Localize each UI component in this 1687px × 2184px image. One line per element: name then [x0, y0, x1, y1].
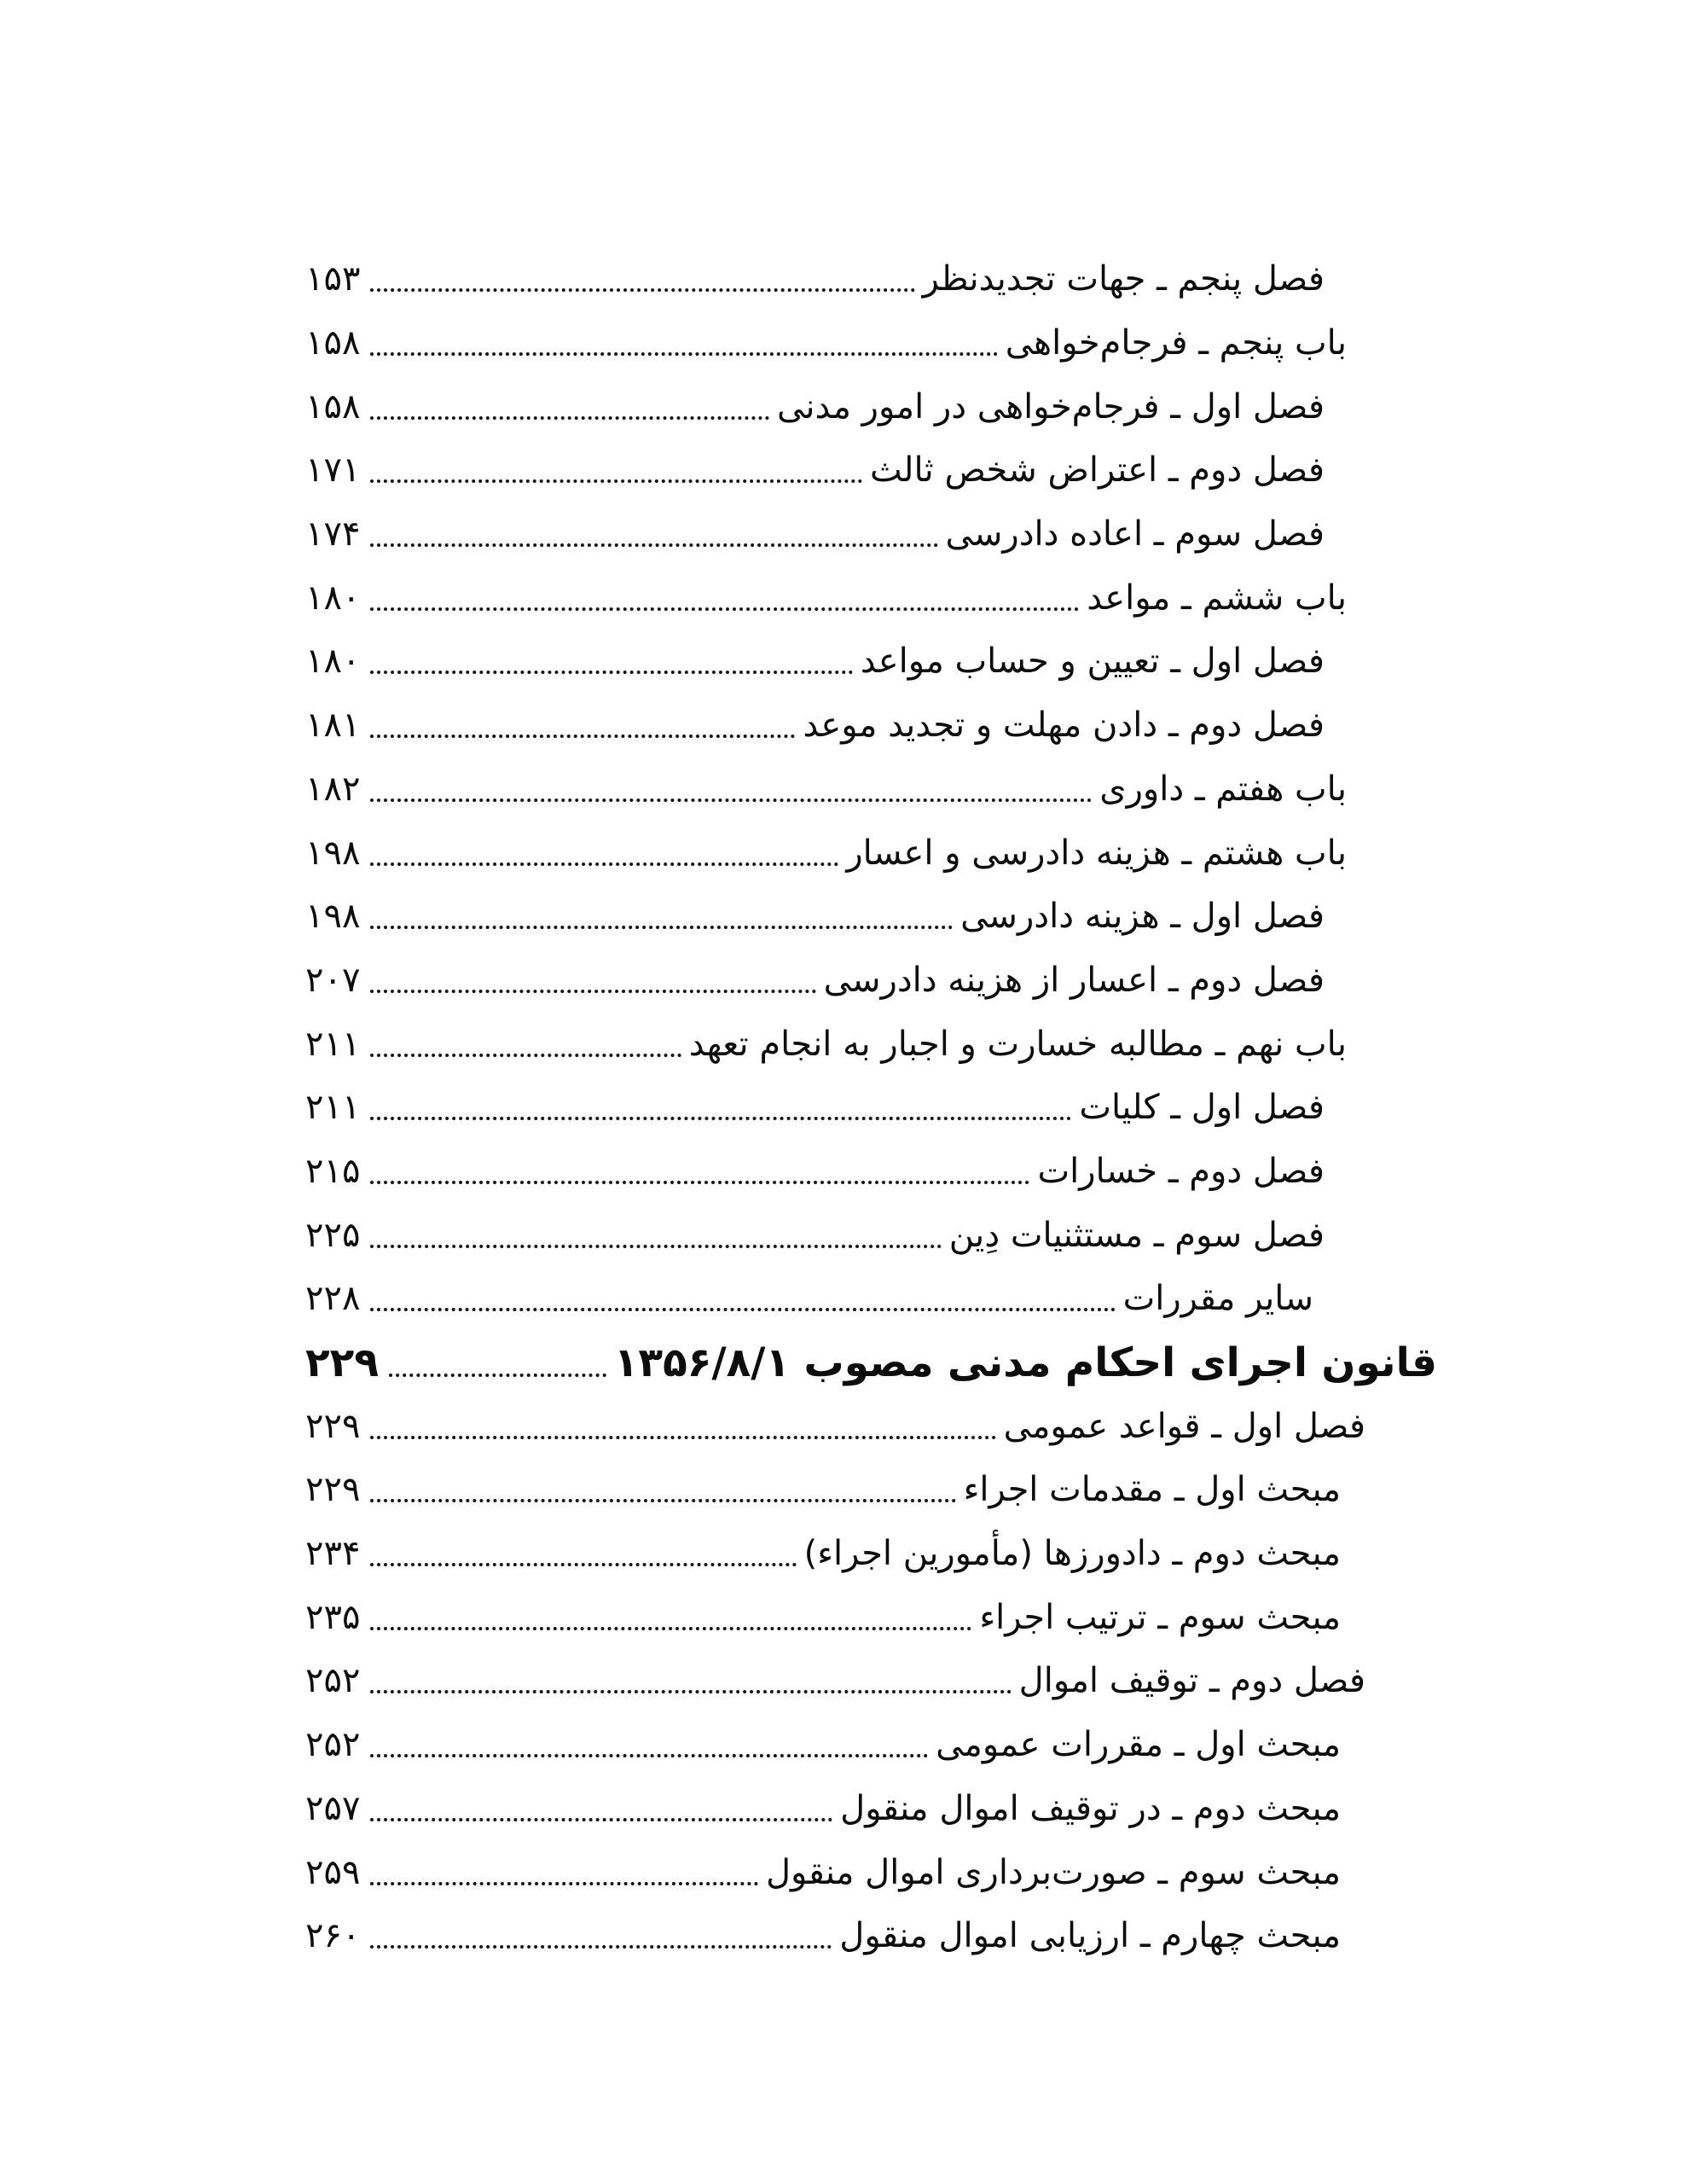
toc-entry-title: فصل اول ـ هزینه دادرسی	[960, 897, 1325, 937]
toc-entry-title: فصل دوم ـ توقیف اموال	[1018, 1661, 1365, 1701]
dot-leader	[370, 1054, 681, 1057]
toc-entry-page-number: ۱۸۱	[305, 706, 361, 746]
toc-entry-page-number: ۱۷۴	[305, 514, 361, 555]
toc-entry-title: فصل اول ـ فرجام‌خواهی در امور مدنی	[777, 386, 1325, 427]
toc-entry-title: فصل دوم ـ اعسار از هزینه دادرسی	[823, 960, 1325, 1000]
dot-leader	[389, 1374, 606, 1377]
toc-entry-title: فصل پنجم ـ جهات تجدیدنظر	[922, 259, 1325, 299]
toc-entry-page-number: ۲۵۲	[305, 1725, 361, 1765]
dot-leader	[370, 1690, 1011, 1693]
dot-leader	[370, 990, 815, 993]
toc-entry-title: فصل دوم ـ خسارات	[1037, 1151, 1325, 1191]
toc-entry	[305, 694, 1437, 758]
toc-entry	[305, 1203, 1437, 1267]
toc-entry-page-number: ۱۸۰	[305, 578, 361, 618]
toc-entry-title: مبحث سوم ـ صورت‌برداری اموال منقول	[765, 1852, 1341, 1892]
toc-entry-page-number: ۲۵۲	[305, 1661, 361, 1701]
toc-entry-title: فصل سوم ـ اعاده دادرسی	[945, 514, 1325, 555]
dot-leader	[370, 1117, 1071, 1120]
toc-entry	[305, 1012, 1437, 1076]
toc-entry-title: مبحث چهارم ـ ارزیابی اموال منقول	[839, 1916, 1341, 1956]
toc-entry-page-number: ۲۳۴	[305, 1534, 361, 1574]
toc-entry-page-number: ۲۲۵	[305, 1215, 361, 1255]
dot-leader	[370, 1245, 941, 1248]
toc-entry-page-number: ۱۵۸	[305, 386, 361, 427]
toc-entry-title: مبحث اول ـ مقررات عمومی	[936, 1725, 1341, 1765]
toc-entry-page-number: ۲۳۵	[305, 1597, 361, 1637]
toc-entry-page-number: ۲۲۸	[305, 1279, 361, 1319]
toc-entry-page-number: ۱۵۳	[305, 259, 361, 299]
toc-entry-page-number: ۲۱۵	[305, 1151, 361, 1191]
toc-entry-page-number: ۱۹۸	[305, 833, 361, 873]
toc-entry-page-number: ۲۲۹	[305, 1470, 361, 1510]
dot-leader	[370, 863, 838, 866]
toc-entry-page-number: ۲۵۷	[305, 1788, 361, 1828]
toc-entry	[305, 439, 1437, 502]
toc-entry-title: باب هشتم ـ هزینه دادرسی و اعسار	[846, 833, 1347, 873]
toc-entry-title: فصل دوم ـ دادن مهلت و تجدید موعد	[803, 706, 1325, 746]
toc-entry	[305, 1840, 1437, 1904]
toc-entry	[305, 1267, 1437, 1331]
toc-entry-title: باب نهم ـ مطالبه خسارت و اجبار به انجام تعهد	[688, 1024, 1347, 1064]
dot-leader	[370, 479, 862, 483]
dot-leader	[370, 1308, 1115, 1311]
toc-entry-page-number: ۱۵۸	[305, 323, 361, 363]
toc-entry	[305, 1076, 1437, 1140]
dot-leader	[370, 799, 1092, 802]
toc-entry	[305, 1777, 1437, 1841]
dot-leader	[370, 1563, 796, 1566]
toc-entry-title: مبحث دوم ـ دادورزها (مأمورین اجراء)	[803, 1534, 1341, 1574]
dot-leader	[370, 1818, 832, 1821]
dot-leader	[370, 1627, 971, 1630]
toc-entry-page-number: ۱۸۰	[305, 642, 361, 682]
toc-entry	[305, 1140, 1437, 1204]
toc-entry	[305, 502, 1437, 566]
dot-leader	[370, 1499, 955, 1502]
toc-entry-title: فصل دوم ـ اعتراض شخص ثالث	[869, 450, 1325, 491]
toc-entry-page-number: ۲۱۱	[305, 1024, 361, 1064]
toc-entry-title: مبحث سوم ـ ترتیب اجراء	[979, 1597, 1341, 1637]
toc-entry-title: مبحث دوم ـ در توقیف اموال منقول	[840, 1788, 1341, 1828]
toc-entry	[305, 1522, 1437, 1586]
dot-leader	[370, 607, 1079, 611]
toc-entry-title: باب هفتم ـ داوری	[1099, 769, 1347, 809]
toc-entry-title: فصل سوم ـ مستثنیات دِین	[948, 1215, 1325, 1255]
toc-entry	[305, 1904, 1437, 1968]
toc-entry-page-number: ۱۹۸	[305, 897, 361, 937]
toc-entry	[305, 758, 1437, 822]
toc-entry-page-number: ۲۵۹	[305, 1852, 361, 1892]
dot-leader	[370, 416, 769, 420]
toc-entry-title: مبحث اول ـ مقدمات اجراء	[963, 1470, 1341, 1510]
toc-entry-title: باب پنجم ـ فرجام‌خواهی	[1005, 323, 1347, 363]
toc-entry-title: فصل اول ـ کلیات	[1079, 1088, 1325, 1128]
toc-entry	[305, 885, 1437, 949]
toc-entry-page-number: ۲۲۹	[305, 1339, 380, 1386]
dot-leader	[370, 1945, 832, 1949]
toc-entry	[305, 1331, 1437, 1395]
toc-entry	[305, 630, 1437, 694]
toc-entry-page-number: ۲۶۰	[305, 1916, 361, 1956]
dot-leader	[370, 926, 953, 929]
dot-leader	[370, 352, 997, 356]
dot-leader	[370, 288, 914, 292]
toc-entry-page-number: ۲۱۱	[305, 1088, 361, 1128]
toc-entry	[305, 1649, 1437, 1713]
toc-entry-title: قانون اجرای احکام مدنی مصوب ۱۳۵۶/۸/۱	[613, 1339, 1437, 1386]
toc-entry	[305, 949, 1437, 1013]
toc-entry-title: باب ششم ـ مواعد	[1087, 578, 1347, 618]
toc-entry	[305, 1394, 1437, 1458]
toc-entry	[305, 311, 1437, 375]
toc-entry-title: فصل اول ـ تعیین و حساب مواعد	[860, 642, 1325, 682]
dot-leader	[370, 735, 795, 738]
toc-entry	[305, 247, 1437, 311]
toc-entry-page-number: ۲۲۹	[305, 1406, 361, 1446]
dot-leader	[370, 1882, 758, 1885]
dot-leader	[370, 543, 937, 547]
dot-leader	[370, 1436, 995, 1439]
dot-leader	[370, 1181, 1029, 1184]
toc-entry-page-number: ۲۰۷	[305, 960, 361, 1000]
toc-entry	[305, 1585, 1437, 1649]
toc-entry	[305, 1458, 1437, 1522]
toc-entry-page-number: ۱۷۱	[305, 450, 361, 491]
toc-entry	[305, 821, 1437, 885]
toc-entry-page-number: ۱۸۲	[305, 769, 361, 809]
toc-entry	[305, 375, 1437, 439]
toc-entry	[305, 566, 1437, 630]
toc-entry-title: سایر مقررات	[1122, 1279, 1313, 1319]
toc-list	[305, 247, 1437, 1968]
toc-entry	[305, 1713, 1437, 1777]
dot-leader	[370, 671, 852, 674]
toc-entry-title: فصل اول ـ قواعد عمومی	[1003, 1406, 1365, 1446]
dot-leader	[370, 1754, 928, 1757]
